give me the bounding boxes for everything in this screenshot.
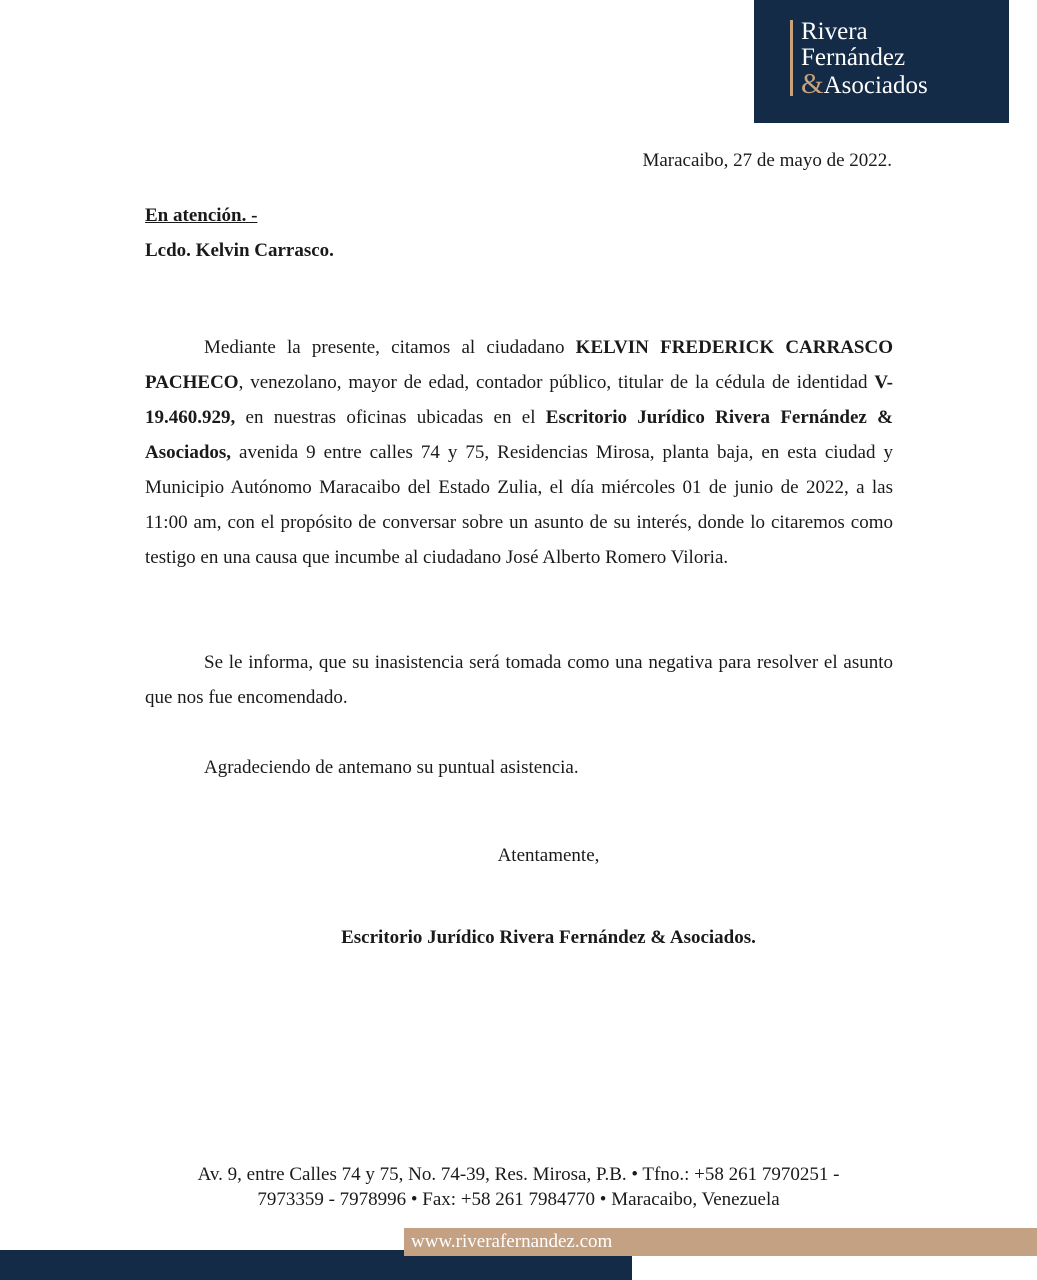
firm-logo (754, 0, 1009, 123)
body-paragraph-notice: Se le informa, que su inasistencia será tomada como una negativa para resolver el asunto que nos fue encomendado. (145, 652, 893, 708)
p1-text-3: en nuestras oficinas ubicadas en el (235, 407, 546, 428)
p1-bold-id: V-19.460.929, (145, 372, 893, 428)
p1-bold-firm: Escritorio Jurídico Rivera Fernández & Asociados, (145, 407, 893, 463)
signature-firm: Escritorio Jurídico Rivera Fernández & Asociados. (341, 927, 756, 948)
body-paragraph-thanks: Agradeciendo de antemano su puntual asistencia. (204, 757, 579, 778)
attention-heading: En atención. - (145, 205, 258, 226)
recipient-name: Lcdo. Kelvin Carrasco. (145, 240, 334, 261)
p1-bold-name: KELVIN FREDERICK CARRASCO PACHECO (145, 337, 893, 393)
footer-address-line-2: 7973359 - 7978996 • Fax: +58 261 7984770 • Maracaibo, Venezuela (257, 1189, 780, 1210)
body-paragraph-citation (145, 330, 893, 575)
p1-text-4: avenida 9 entre calles 74 y 75, Residencias Mirosa, planta baja, en esta ciudad y Municipio Autónomo Maracaibo del Estado Zulia, el día miércoles 01 de junio de 2022, a las 11:00 am, con el propósito de conversar sobre un asunto de su interés, donde lo citaremos como testigo en una causa que incumbe al ciudadano José Alberto Romero Viloria. (145, 442, 893, 568)
logo-line-fernandez: Fernández (801, 44, 906, 71)
closing-salutation: Atentamente, (497, 845, 600, 866)
p1-text-1: Mediante la presente, citamos al ciudadano (204, 337, 576, 358)
letter-date: Maracaibo, 27 de mayo de 2022. (642, 150, 892, 171)
logo-accent-bar (790, 20, 793, 96)
footer-address (150, 1162, 887, 1212)
footer-website-link[interactable]: www.riverafernandez.com (411, 1231, 613, 1252)
logo-asociados-text: Asociados (823, 72, 928, 99)
p1-text-2: , venezolano, mayor de edad, contador público, titular de la cédula de identidad (238, 372, 875, 393)
logo-line-rivera: Rivera (801, 18, 868, 45)
logo-ampersand: & (801, 68, 824, 100)
logo-line-asociados (801, 68, 928, 100)
footer-address-line-1: Av. 9, entre Calles 74 y 75, No. 74-39, Res. Mirosa, P.B. • Tfno.: +58 261 7970251 - (197, 1164, 840, 1185)
